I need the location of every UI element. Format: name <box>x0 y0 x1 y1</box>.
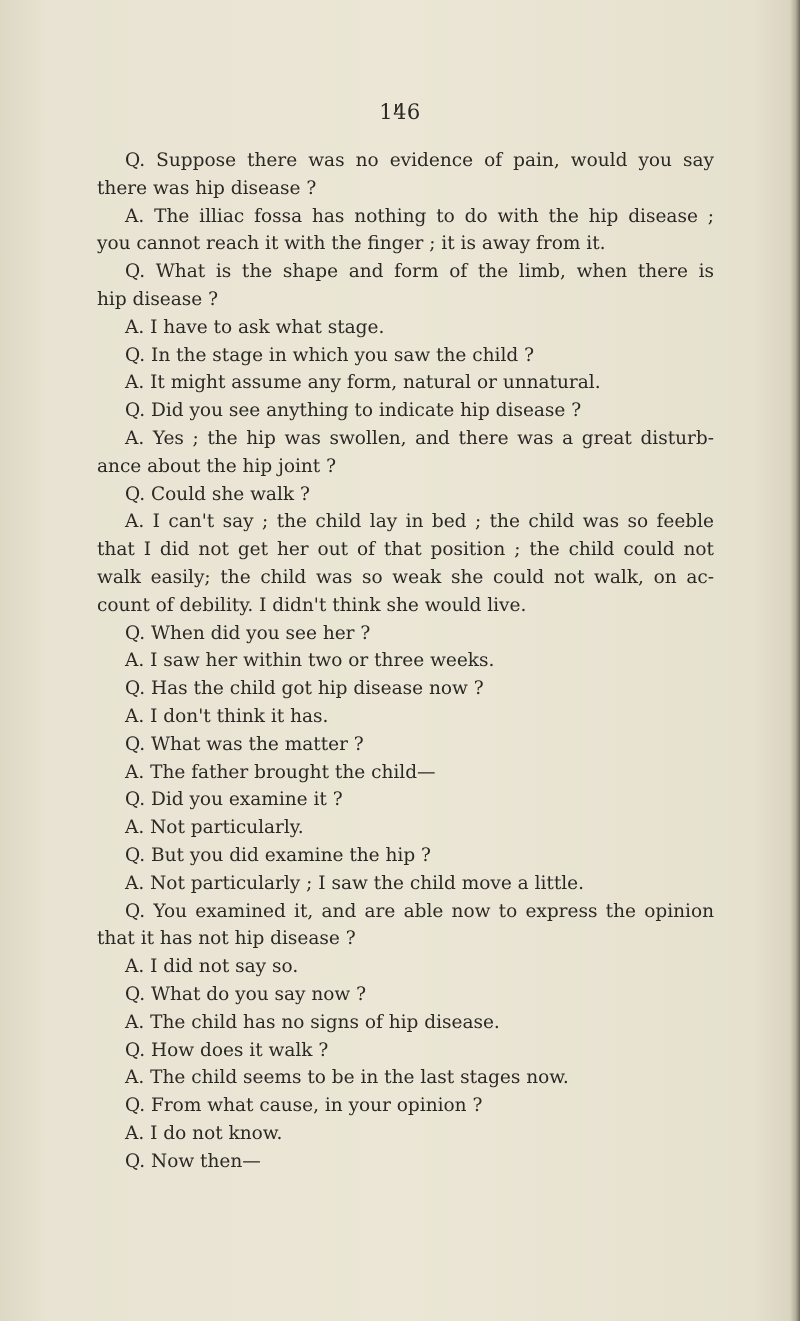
text-line: there was hip disease ? <box>97 177 317 199</box>
text-line: Q. Suppose there was no evidence of pain, would you say <box>125 150 714 171</box>
text-line: Q. Could she walk ? <box>125 483 310 505</box>
text-line: A. I have to ask what stage. <box>125 316 385 338</box>
text-line: count of debility. I didn't think she would live. <box>97 594 527 616</box>
text-line: walk easily; the child was so weak she could not walk, on ac- <box>97 566 714 588</box>
text-line: ance about the hip joint ? <box>97 455 337 477</box>
text-line: A. Yes ; the hip was swollen, and there was a great disturb- <box>125 427 714 449</box>
text-line: Q. What was the matter ? <box>125 733 364 755</box>
text-line: A. It might assume any form, natural or unnatural. <box>125 372 601 394</box>
text-line: Q. Did you examine it ? <box>125 789 343 811</box>
testimony-text <box>97 147 714 1175</box>
page-number: 146 <box>379 100 421 124</box>
text-line: A. The illiac fossa has nothing to do with the hip disease ; <box>125 205 714 227</box>
text-line: Q. When did you see her ? <box>125 622 371 644</box>
text-line: that I did not get her out of that position ; the child could not <box>97 539 714 561</box>
text-line: A. I don't think it has. <box>125 705 329 727</box>
text-line: that it has not hip disease ? <box>97 928 356 950</box>
page-edge-shadow <box>790 0 800 1321</box>
text-line: you cannot reach it with the finger ; it is away from it. <box>97 233 606 255</box>
text-line: A. I can't say ; the child lay in bed ; the child was so feeble <box>125 511 714 533</box>
text-line: A. The child has no signs of hip disease. <box>125 1011 500 1033</box>
text-line: Q. What is the shape and form of the limb, when there is <box>125 261 714 283</box>
text-line: A. Not particularly. <box>125 817 304 839</box>
text-line: Q. You examined it, and are able now to express the opinion <box>125 900 714 922</box>
text-line: Q. What do you say now ? <box>125 983 367 1005</box>
text-line: A. The father brought the child— <box>125 761 436 783</box>
text-line: Q. Now then— <box>125 1150 261 1172</box>
text-line: hip disease ? <box>97 288 219 310</box>
text-line: A. I did not say so. <box>125 956 299 978</box>
text-line: Q. In the stage in which you saw the child ? <box>125 344 535 366</box>
text-line: A. I saw her within two or three weeks. <box>125 650 495 672</box>
text-line: A. I do not know. <box>125 1122 283 1144</box>
text-line: A. Not particularly ; I saw the child move a little. <box>125 872 585 894</box>
text-line: Q. How does it walk ? <box>125 1039 329 1061</box>
text-line: Q. Did you see anything to indicate hip disease ? <box>125 400 582 422</box>
text-line: Q. But you did examine the hip ? <box>125 844 431 866</box>
text-line: Q. Has the child got hip disease now ? <box>125 678 484 700</box>
text-line: Q. From what cause, in your opinion ? <box>125 1095 483 1117</box>
text-line: A. The child seems to be in the last stages now. <box>125 1067 569 1089</box>
